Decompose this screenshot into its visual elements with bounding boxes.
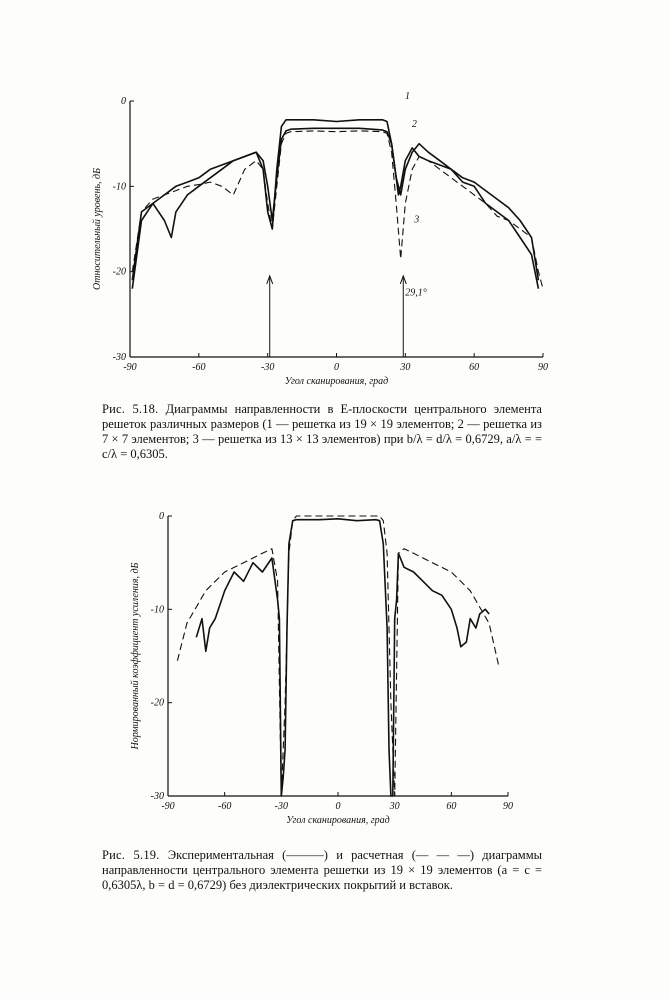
fig519-series-1-line <box>196 519 489 796</box>
fig518-x-tick-label: 60 <box>469 362 480 373</box>
fig518-x-tick-label: -60 <box>192 362 206 373</box>
fig518-y-tick-label: -30 <box>112 352 126 363</box>
fig519-x-tick-label: 90 <box>503 801 513 812</box>
fig519-y-axis-label: Нормированный коэффициент усиления, дБ <box>130 562 141 750</box>
fig518-series-3-line <box>132 131 543 289</box>
fig519-x-axis-label: Угол сканирования, град <box>286 815 390 826</box>
fig518-y-tick-label: 0 <box>121 96 126 107</box>
fig518-x-tick-label: 30 <box>400 362 411 373</box>
fig518-annotation: 2 <box>411 119 417 131</box>
fig519-x-tick-label: -30 <box>274 801 289 812</box>
fig519-x-tick-label: 30 <box>389 801 400 812</box>
fig519-y-tick-label: -10 <box>150 604 164 616</box>
fig518-x-tick-label: -30 <box>260 362 275 373</box>
figure-5-19-caption <box>102 848 542 893</box>
fig519-y-tick-label: -20 <box>150 697 164 709</box>
fig518-annotation: 29,1° <box>405 287 427 299</box>
fig518-series-1-line <box>132 120 538 289</box>
fig519-x-tick-label: 0 <box>335 801 341 812</box>
figure-5-18-caption-text: Диаграммы направленности в E-плоскости центрального элемента решеток различных размеров (1 — решетка из 19 × 19 элементов; 2 — решетка из 7 × 7 элементов; 3 — решетка из 13 × 13 элементов) при b/λ = d/λ = 0,6729, a/λ = = c/λ = 0,6305. <box>102 402 542 461</box>
fig518-y-tick-label: -20 <box>112 266 126 278</box>
fig518-x-tick-label: 90 <box>538 362 548 373</box>
figure-5-19-chart <box>0 500 670 830</box>
figure-5-19-caption-text: Экспериментальная (———) и расчетная (— — —) диаграммы направленности центрального элемента решетки из 19 × 19 элементов (a = c = 0,6305λ, b = d = 0,6729) без диэлектрических покрытий и вставок. <box>102 848 543 892</box>
figure-5-19-caption-number: Рис. 5.19. <box>102 848 160 862</box>
fig518-annotation: 1 <box>405 91 411 102</box>
fig518-x-tick-label: 0 <box>334 362 339 373</box>
fig518-annotation: 3 <box>414 214 420 226</box>
figure-5-18-caption-number: Рис. 5.18. <box>102 402 159 416</box>
fig519-x-tick-label: -60 <box>217 801 232 812</box>
figure-5-18-caption <box>102 402 542 462</box>
fig519-x-tick-label: 60 <box>446 801 457 812</box>
fig518-y-tick-label: -10 <box>112 181 126 193</box>
fig518-series-2-line <box>132 128 538 280</box>
fig519-x-tick-label: -90 <box>161 801 175 812</box>
fig519-y-tick-label: -30 <box>150 791 164 802</box>
fig518-y-axis-label: Относительный уровень, дБ <box>92 168 103 290</box>
fig518-x-axis-label: Угол сканирования, град <box>284 376 389 387</box>
fig519-series-2-line <box>177 516 498 796</box>
figure-5-18-chart <box>0 85 670 395</box>
fig518-x-tick-label: -90 <box>123 362 137 373</box>
fig519-y-tick-label: 0 <box>159 511 164 522</box>
